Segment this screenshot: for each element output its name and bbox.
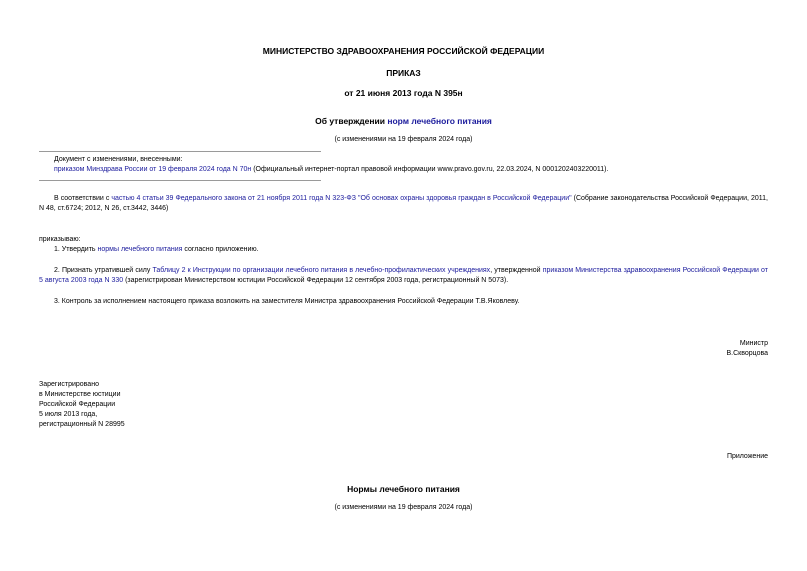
top-divider bbox=[39, 151, 321, 152]
document-title bbox=[0, 116, 807, 126]
appendix-title: Нормы лечебного питания bbox=[347, 484, 460, 494]
order-330-link[interactable]: приказом Министерства здравоохранения Российской Федерации от 5 августа 2003 года N 330 bbox=[39, 267, 768, 284]
item-2 bbox=[39, 266, 768, 286]
item-1 bbox=[54, 245, 259, 255]
item-3: 3. Контроль за исполнением настоящего приказа возложить на заместителя Министра здравоохранения Российской Федерации Т.В.Яковлеву. bbox=[54, 298, 520, 305]
title-text: Об утверждении bbox=[315, 116, 388, 126]
title-link[interactable]: норм лечебного питания bbox=[387, 116, 492, 126]
bottom-divider bbox=[39, 180, 321, 181]
appendix-label: Приложение bbox=[726, 453, 768, 460]
preamble-text-start: В соответствии с bbox=[54, 195, 112, 202]
table-2-link[interactable]: Таблицу 2 к Инструкции по организации лечебного питания в лечебно-профилактических учреждениях bbox=[152, 267, 491, 274]
item-2-text-start: 2. Признать утратившей силу bbox=[54, 267, 153, 274]
item-2-text-mid: , утвержденной bbox=[490, 267, 543, 274]
order-word: приказываю: bbox=[39, 236, 81, 243]
item-1-text-start: 1. Утвердить bbox=[54, 246, 98, 253]
registration-line-4: 5 июля 2013 года, bbox=[39, 411, 98, 418]
registration-line-3: Российской Федерации bbox=[39, 401, 116, 408]
changes-label: Документ с изменениями, внесенными: bbox=[54, 156, 183, 163]
registration-line-5: регистрационный N 28995 bbox=[39, 421, 125, 428]
registration-line-1: Зарегистрировано bbox=[39, 381, 99, 388]
order-date: от 21 июня 2013 года N 395н bbox=[344, 88, 463, 98]
order-heading: ПРИКАЗ bbox=[386, 68, 421, 78]
changes-link[interactable]: приказом Минздрава России от 19 февраля 2024 года N 70н bbox=[54, 166, 252, 173]
signature-name: В.Скворцова bbox=[726, 350, 768, 357]
item-2-text-end: (зарегистрирован Министерством юстиции Российской Федерации 12 сентября 2003 года, регистрационный N 5073). bbox=[123, 277, 509, 284]
federal-law-link[interactable]: частью 4 статьи 39 Федерального закона от 21 ноября 2011 года N 323-ФЗ "Об основах охраны здоровья граждан в Российской Федерации" bbox=[111, 195, 572, 202]
nutrition-norms-link[interactable]: нормы лечебного питания bbox=[97, 246, 183, 253]
changes-rest: (Официальный интернет-портал правовой информации www.pravo.gov.ru, 22.03.2024, N 0001202403220011). bbox=[251, 166, 609, 173]
preamble-text-end: (Собрание законодательства Российской Федерации, 2011, N 48, ст.6724; 2012, N 26, ст.3442, 3446) bbox=[39, 195, 768, 212]
changes-line bbox=[54, 165, 608, 175]
registration-line-2: в Министерстве юстиции bbox=[39, 391, 121, 398]
item-1-text-end: согласно приложению. bbox=[182, 246, 259, 253]
ministry-heading: МИНИСТЕРСТВО ЗДРАВООХРАНЕНИЯ РОССИЙСКОЙ ФЕДЕРАЦИИ bbox=[262, 46, 545, 56]
amended-note: (с изменениями на 19 февраля 2024 года) bbox=[334, 136, 473, 143]
preamble-paragraph bbox=[39, 194, 768, 214]
signature-position: Министр bbox=[739, 340, 768, 347]
appendix-amended-note: (с изменениями на 19 февраля 2024 года) bbox=[334, 504, 473, 511]
